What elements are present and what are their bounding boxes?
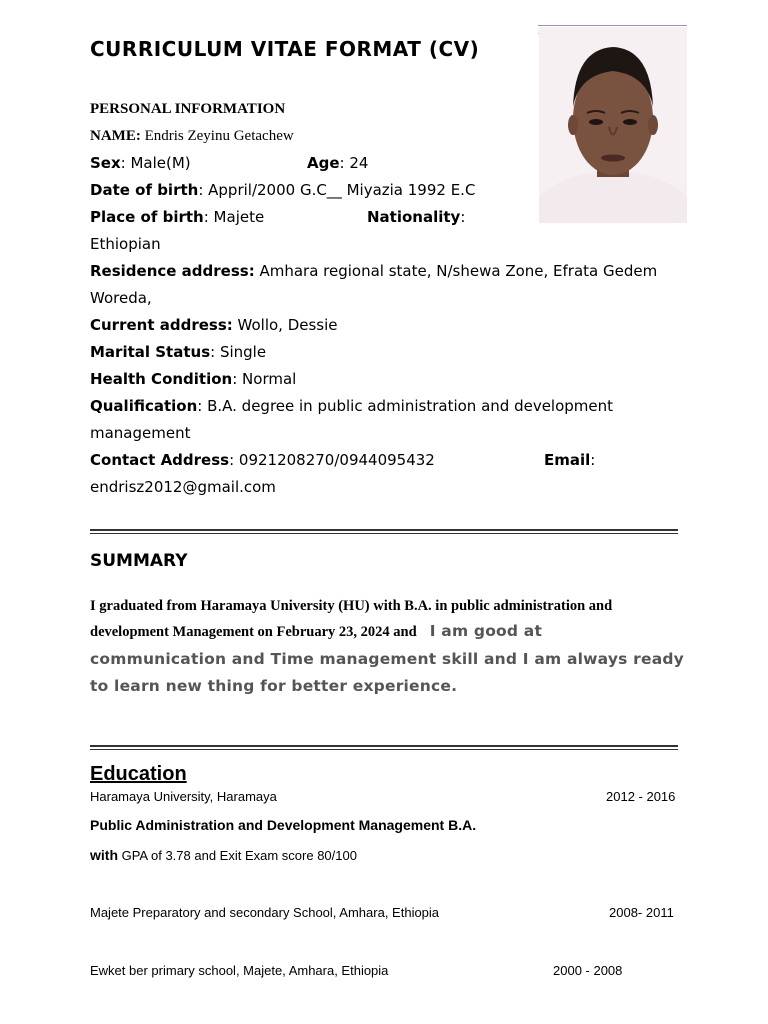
education-years-3: 2000 - 2008	[553, 963, 623, 978]
health-line	[90, 366, 296, 393]
name-line	[90, 128, 294, 145]
contact-line	[90, 447, 435, 474]
education-school-2: Majete Preparatory and secondary School, Amhara, Ethiopia	[90, 905, 440, 920]
residence-label: Residence address:	[90, 262, 255, 280]
contact-label: Contact Address	[90, 451, 230, 469]
sex-value: : Male(M)	[120, 154, 191, 172]
residence-value-cont: Woreda,	[90, 289, 152, 307]
sex-label: Sex	[90, 154, 121, 172]
education-gpa: GPA of 3.78 and Exit Exam score 80/100	[118, 848, 357, 863]
marital-value: : Single	[210, 343, 267, 361]
summary-line-2-sans: I am good at	[429, 622, 543, 640]
summary-line-2	[90, 621, 542, 641]
divider-rule	[90, 529, 678, 534]
education-with: with	[90, 847, 118, 863]
summary-line-1: I graduated from Haramaya University (HU) with B.A. in public administration and	[90, 598, 613, 614]
education-years-2: 2008- 2011	[609, 905, 674, 920]
qualification-label: Qualification	[90, 397, 198, 415]
age-value: : 24	[339, 154, 369, 172]
marital-label: Marital Status	[90, 343, 211, 361]
pob-value: : Majete	[203, 208, 265, 226]
health-value: : Normal	[232, 370, 297, 388]
summary-heading: SUMMARY	[90, 551, 188, 571]
photo-border-top	[538, 25, 687, 26]
contact-value: : 0921208270/0944095432	[229, 451, 435, 469]
pob-label: Place of birth	[90, 208, 204, 226]
age-label: Age	[307, 154, 340, 172]
dob-label: Date of birth	[90, 181, 199, 199]
education-school-3: Ewket ber primary school, Majete, Amhara, Ethiopia	[90, 963, 389, 978]
qualification-line	[90, 393, 613, 420]
current-address-value: Wollo, Dessie	[232, 316, 338, 334]
name-value: Endris Zeyinu Getachew	[144, 128, 294, 144]
sex-line	[90, 150, 191, 177]
education-years-1: 2012 - 2016	[606, 789, 676, 804]
dob-value: : Appril/2000 G.C__ Miyazia 1992 E.C	[198, 181, 476, 199]
age-line	[307, 150, 368, 177]
summary-line-2-serif: development Management on February 23, 2024 and	[90, 624, 417, 640]
name-label: NAME:	[90, 128, 141, 144]
personal-info-heading: PERSONAL INFORMATION	[90, 101, 286, 117]
pob-line	[90, 204, 264, 231]
education-degree: Public Administration and Development Management B.A.	[90, 817, 477, 833]
email-colon: :	[590, 451, 596, 469]
cv-title: CURRICULUM VITAE FORMAT (CV)	[90, 37, 480, 61]
email-label: Email	[544, 451, 591, 469]
profile-photo	[539, 27, 687, 223]
residence-value: Amhara regional state, N/shewa Zone, Efrata Gedem	[254, 262, 658, 280]
residence-line	[90, 258, 657, 285]
nationality-colon: :	[460, 208, 466, 226]
nationality-label: Nationality	[367, 208, 461, 226]
qualification-value-cont: management	[90, 424, 191, 442]
health-label: Health Condition	[90, 370, 233, 388]
current-address-label: Current address:	[90, 316, 233, 334]
summary-line-3: communication and Time management skill and I am always ready	[90, 650, 684, 668]
email-value: endrisz2012@gmail.com	[90, 478, 276, 496]
education-gpa-line	[90, 845, 357, 864]
current-address-line	[90, 312, 338, 339]
marital-line	[90, 339, 266, 366]
nationality-value: Ethiopian	[90, 235, 161, 253]
summary-line-4: to learn new thing for better experience.	[90, 677, 458, 695]
email-line	[544, 447, 595, 474]
divider-rule-2	[90, 745, 678, 750]
qualification-value: : B.A. degree in public administration and development	[197, 397, 614, 415]
nationality-line	[367, 204, 465, 231]
education-heading: Education	[90, 763, 187, 785]
education-school-1: Haramaya University, Haramaya	[90, 789, 277, 804]
dob-line	[90, 177, 475, 204]
